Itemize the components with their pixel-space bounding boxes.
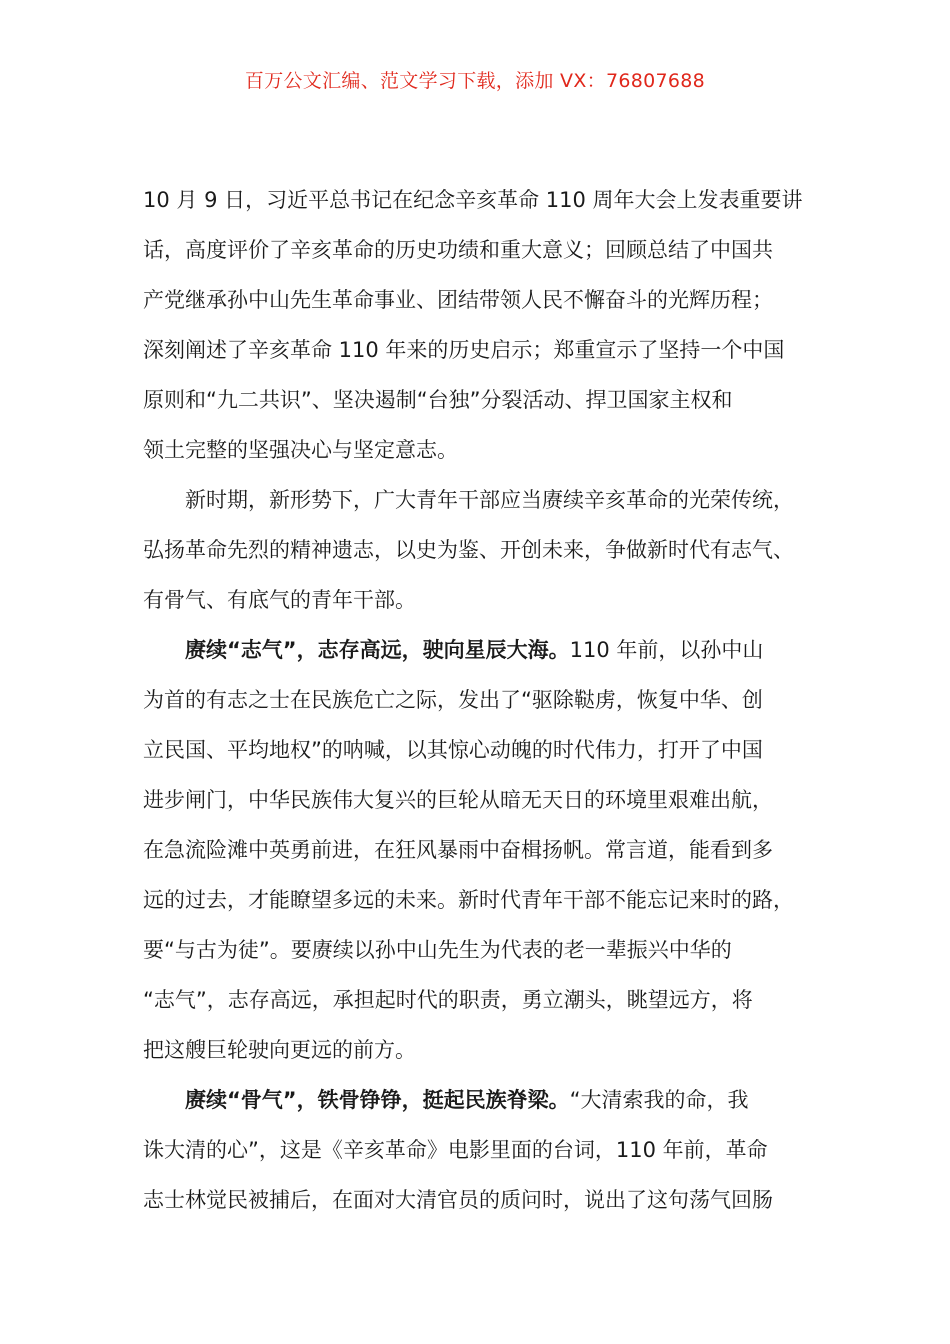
- text-line: 领土完整的坚强决心与坚定意志。: [143, 438, 458, 462]
- text-line: “志气”，志存高远，承担起时代的职责，勇立潮头，眺望远方，将: [143, 988, 753, 1012]
- text-line: 有骨气、有底气的青年干部。: [143, 588, 416, 612]
- text-line: 新时期，新形势下，广大青年干部应当赓续辛亥革命的光荣传统，: [185, 488, 794, 512]
- text-line: 产党继承孙中山先生革命事业、团结带领人民不懈奋斗的光辉历程；: [143, 288, 773, 312]
- text-line: [143, 1081, 811, 1131]
- text-line: 立民国、平均地权”的呐喊，以其惊心动魄的时代伟力，打开了中国: [143, 738, 763, 762]
- promo-header: 百万公文汇编、范文学习下载，添加 VX：76807688: [244, 70, 706, 92]
- text-line: 原则和“九二共识”、坚决遏制“台独”分裂活动、捍卫国家主权和: [143, 388, 733, 412]
- text-line: 诛大清的心”，这是《辛亥革命》电影里面的台词，110 年前，革命: [143, 1138, 768, 1162]
- text-line: 远的过去，才能瞭望多远的未来。新时代青年干部不能忘记来时的路，: [143, 888, 794, 912]
- text-line: 弘扬革命先烈的精神遗志，以史为鉴、开创未来，争做新时代有志气、: [143, 538, 794, 562]
- text-line: 在急流险滩中英勇前进，在狂风暴雨中奋楫扬帆。常言道，能看到多: [143, 838, 773, 862]
- text-run: “大清索我的命，我: [569, 1088, 749, 1112]
- section-heading: 赓续“志气”，志存高远，驶向星辰大海。: [185, 638, 570, 662]
- text-line: 要“与古为徒”。要赓续以孙中山先生为代表的老一辈振兴中华的: [143, 938, 732, 962]
- paragraph-backbone: [143, 1081, 811, 1231]
- text-line: [143, 631, 811, 681]
- paragraph-intro: [143, 181, 811, 481]
- text-line: 为首的有志之士在民族危亡之际，发出了“驱除鞑虏，恢复中华、创: [143, 688, 763, 712]
- paragraph-ambition: [143, 631, 811, 1081]
- text-line: 志士林觉民被捕后，在面对大清官员的质问时，说出了这句荡气回肠: [143, 1188, 773, 1212]
- paragraph-new-era: [143, 481, 811, 631]
- text-line: 深刻阐述了辛亥革命 110 年来的历史启示；郑重宣示了坚持一个中国: [143, 338, 785, 362]
- text-run: 110 年前，以孙中山: [569, 638, 764, 662]
- section-heading: 赓续“骨气”，铁骨铮铮，挺起民族脊梁。: [185, 1088, 570, 1112]
- text-line: 进步闸门，中华民族伟大复兴的巨轮从暗无天日的环境里艰难出航，: [143, 788, 773, 812]
- article-body: [143, 181, 811, 1231]
- text-line: 话，高度评价了辛亥革命的历史功绩和重大意义；回顾总结了中国共: [143, 238, 773, 262]
- text-line: 10 月 9 日，习近平总书记在纪念辛亥革命 110 周年大会上发表重要讲: [143, 188, 803, 212]
- text-line: 把这艘巨轮驶向更远的前方。: [143, 1038, 416, 1062]
